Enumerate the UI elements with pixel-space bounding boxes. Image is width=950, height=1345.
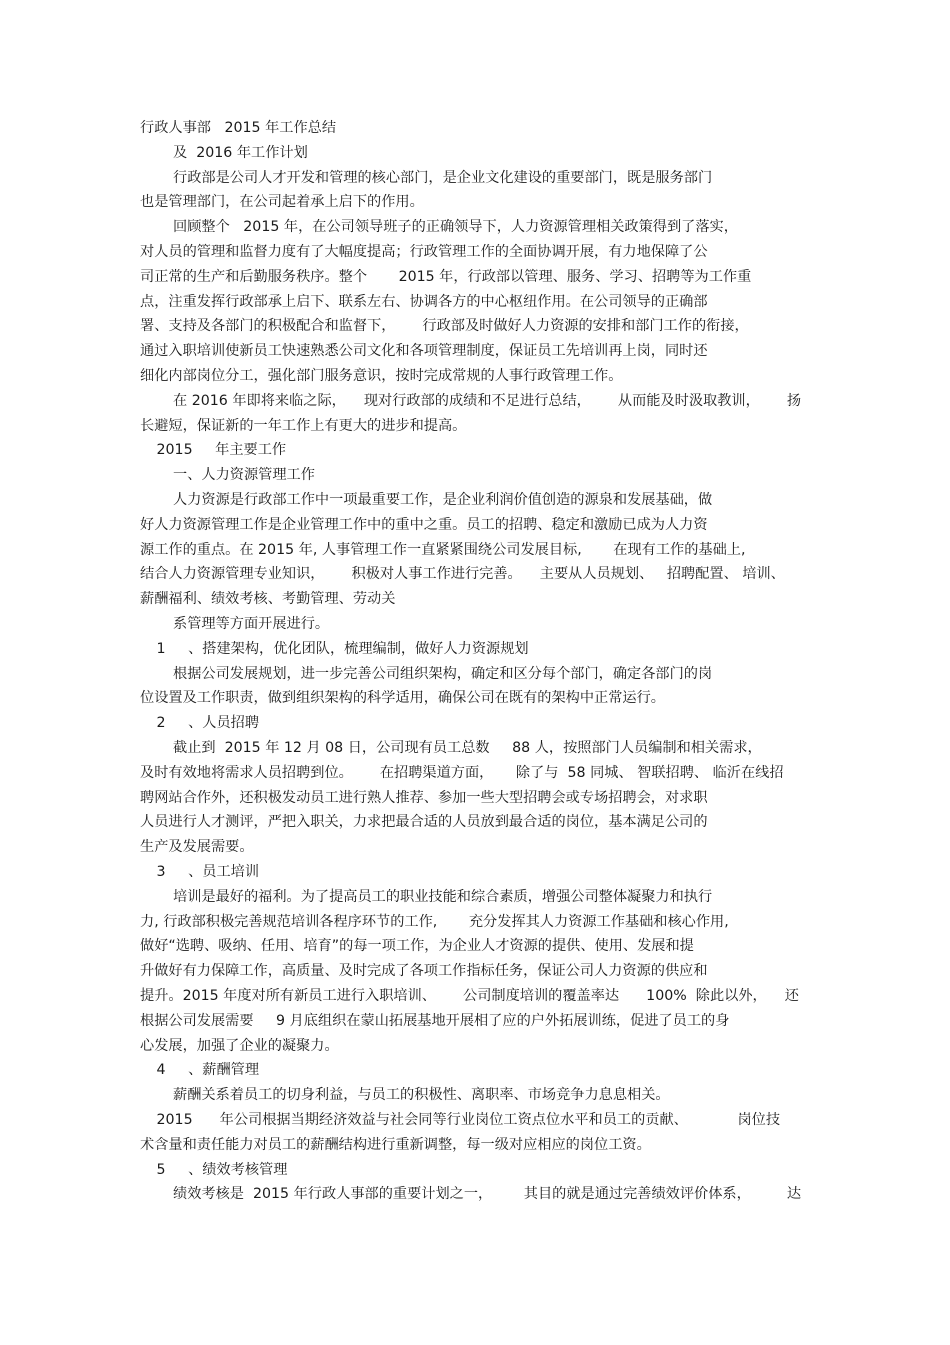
text-line: 系管理等方面开展进行。 [173,616,330,632]
text-line: 2015 年公司根据当期经济效益与社会同等行业岗位工资点位水平和员工的贡献、 岗位技 [156,1112,781,1128]
text-line: 3 、员工培训 [156,864,260,880]
text-line: 心发展，加强了企业的凝聚力。 [140,1037,339,1054]
text-line: 司正常的生产和后勤服务秩序。整个 2015 年，行政部以管理、服务、学习、招聘等为工作重 [140,268,752,285]
text-line: 做好“选聘、吸纳、任用、培育”的每一项工作，为企业人才资源的提供、使用、发展和提 [140,938,694,955]
text-line: 行政部是公司人才开发和管理的核心部门，是企业文化建设的重要部门，既是服务部门 [173,169,713,186]
text-line: 人员进行人才测评，严把入职关，力求把最合适的人员放到最合适的岗位，基本满足公司的 [140,814,708,831]
text-line: 细化内部岗位分工，强化部门服务意识，按时完成常规的人事行政管理工作。 [140,368,623,384]
text-line: 培训是最好的福利。为了提高员工的职业技能和综合素质，增强公司整体凝聚力和执行 [173,888,713,905]
text-line: 点，注重发挥行政部承上启下、联系左右、协调各方的中心枢纽作用。在公司领导的正确部 [140,293,708,310]
text-line: 4 、薪酬管理 [156,1062,260,1079]
text-line: 位设置及工作职责，做到组织架构的科学适用，确保公司在既有的架构中正常运行。 [140,690,665,707]
text-line: 绩效考核是 2015 年行政人事部的重要计划之一， 其目的就是通过完善绩效评价体系， 达 [173,1186,802,1203]
text-line: 根据公司发展需要 9 月底组织在蒙山拓展基地开展相了应的户外拓展训练，促进了员工的身 [140,1012,730,1029]
text-line: 好人力资源管理工作是企业管理工作中的重中之重。员工的招聘、稳定和激励已成为人力资 [140,516,708,533]
text-line: 对人员的管理和监督力度有了大幅度提高；行政管理工作的全面协调开展，有力地保障了公 [140,244,708,260]
text-line: 升做好有力保障工作，高质量、及时完成了各项工作指标任务，保证公司人力资源的供应和 [140,963,708,980]
text-line: 源工作的重点。在 2015 年, 人事管理工作一直紧紧围绕公司发展目标, 在现有工作的基础上, [140,541,746,558]
text-line: 及时有效地将需求人员招聘到位。 在招聘渠道方面， 除了与 58 同城、 智联招聘、 临沂在线招 [140,764,784,781]
text-line: 力, 行政部积极完善规范培训各程序环节的工作, 充分发挥其人力资源工作基础和核心作用, [140,913,729,930]
text-line: 根据公司发展规划，进一步完善公司组织架构，确定和区分每个部门，确定各部门的岗 [173,665,713,682]
text-line: 人力资源是行政部工作中一项最重要工作，是企业利润价值创造的源泉和发展基础，做 [173,492,713,508]
text-line: 聘网站合作外，还积极发动员工进行熟人推荐、参加一些大型招聘会或专场招聘会，对求职 [140,789,708,806]
text-line: 2 、人员招聘 [156,715,260,732]
text-line: 薪酬福利、绩效考核、考勤管理、劳动关 [140,591,396,608]
text-line: 一、人力资源管理工作 [173,467,315,484]
text-line: 结合人力资源管理专业知识， 积极对人事工作进行完善。 主要从人员规划、 招聘配置、 培训、 [140,566,785,583]
text-line: 回顾整个 2015 年，在公司领导班子的正确领导下，人力资源管理相关政策得到了落实， [173,219,738,236]
text-line: 生产及发展需要。 [140,839,254,856]
text-line: 署、支持及各部门的积极配合和监督下， 行政部及时做好人力资源的安排和部门工作的衔接， [140,318,749,335]
text-line: 行政人事部 2015 年工作总结 [140,120,337,136]
text-line: 1 、搭建架构，优化团队，梳理编制，做好人力资源规划 [156,640,529,657]
text-line: 在 2016 年即将来临之际， 现对行政部的成绩和不足进行总结， 从而能及时汲取教训， 扬 [173,392,802,409]
text-line: 截止到 2015 年 12 月 08 日，公司现有员工总数 88 人，按照部门人员编制和相关需求， [173,740,762,756]
text-line: 薪酬关系着员工的切身利益，与员工的积极性、离职率、市场竞争力息息相关。 [173,1087,670,1104]
text-line: 2015 年主要工作 [156,442,287,459]
text-line: 通过入职培训使新员工快速熟悉公司文化和各项管理制度，保证员工先培训再上岗，同时还 [140,343,708,360]
text-line: 术含量和责任能力对员工的薪酬结构进行重新调整，每一级对应相应的岗位工资。 [140,1136,651,1153]
text-line: 5 、绩效考核管理 [156,1161,288,1178]
text-line: 及 2016 年工作计划 [173,144,308,161]
text-line: 长避短，保证新的一年工作上有更大的进步和提高。 [140,417,467,434]
text-line: 也是管理部门，在公司起着承上启下的作用。 [140,194,424,211]
text-line: 提升。2015 年度对所有新员工进行入职培训、 公司制度培训的覆盖率达 100% 除此以外， 还 [140,988,799,1004]
